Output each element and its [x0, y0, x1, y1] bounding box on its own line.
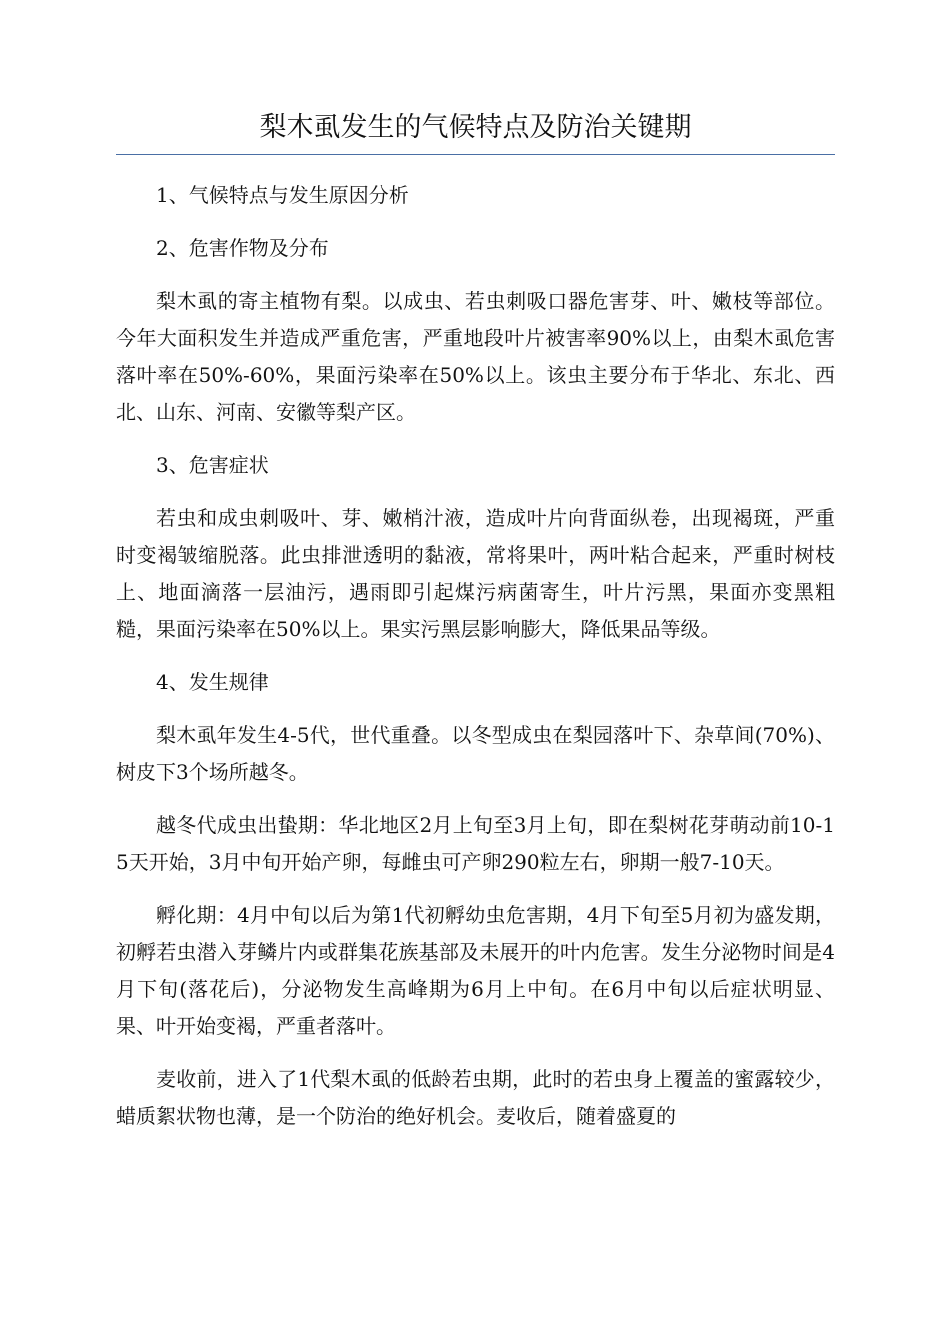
paragraph-wheat-harvest: 麦收前，进入了1代梨木虱的低龄若虫期，此时的若虫身上覆盖的蜜露较少，蜡质絮状物也薄，是一个防治的绝好机会。麦收后，随着盛夏的: [116, 1067, 835, 1128]
document-title: 梨木虱发生的气候特点及防治关键期: [259, 112, 692, 143]
section-heading-2: 2、危害作物及分布: [156, 236, 329, 260]
title-underline: [116, 154, 835, 155]
paragraph-emergence: 越冬代成虫出蛰期：华北地区2月上旬至3月上旬，即在梨树花芽萌动前10-15天开始，3月中旬开始产卵，每雌虫可产卵290粒左右，卵期一般7-10天。: [116, 813, 835, 874]
section-heading-4: 4、发生规律: [156, 670, 269, 694]
document-body: [116, 177, 835, 1135]
document-page: [116, 108, 835, 1151]
section-heading-3: 3、危害症状: [156, 453, 269, 477]
paragraph-hatching: 孵化期：4月中旬以后为第1代初孵幼虫危害期，4月下旬至5月初为盛发期，初孵若虫潜入芽鳞片内或群集花族基部及未展开的叶内危害。发生分泌物时间是4月下旬(落花后)，分泌物发生高峰期为6月上中旬。在6月中旬以后症状明显、果、叶开始变褐，严重者落叶。: [116, 903, 835, 1038]
paragraph-host-distribution: 梨木虱的寄主植物有梨。以成虫、若虫刺吸口器危害芽、叶、嫩枝等部位。今年大面积发生并造成严重危害，严重地段叶片被害率90%以上，由梨木虱危害落叶率在50%-60%，果面污染率在50%以上。该虫主要分布于华北、东北、西北、山东、河南、安徽等梨产区。: [116, 289, 835, 424]
paragraph-generations: 梨木虱年发生4-5代，世代重叠。以冬型成虫在梨园落叶下、杂草间(70%)、树皮下3个场所越冬。: [116, 723, 835, 784]
section-heading-1: 1、气候特点与发生原因分析: [156, 183, 409, 207]
paragraph-symptoms: 若虫和成虫刺吸叶、芽、嫩梢汁液，造成叶片向背面纵卷，出现褐斑，严重时变褐皱缩脱落。此虫排泄透明的黏液，常将果叶，两叶粘合起来，严重时树枝上、地面滴落一层油污，遇雨即引起煤污病菌寄生，叶片污黑，果面亦变黑粗糙，果面污染率在50%以上。果实污黑层影响膨大，降低果品等级。: [116, 506, 835, 641]
